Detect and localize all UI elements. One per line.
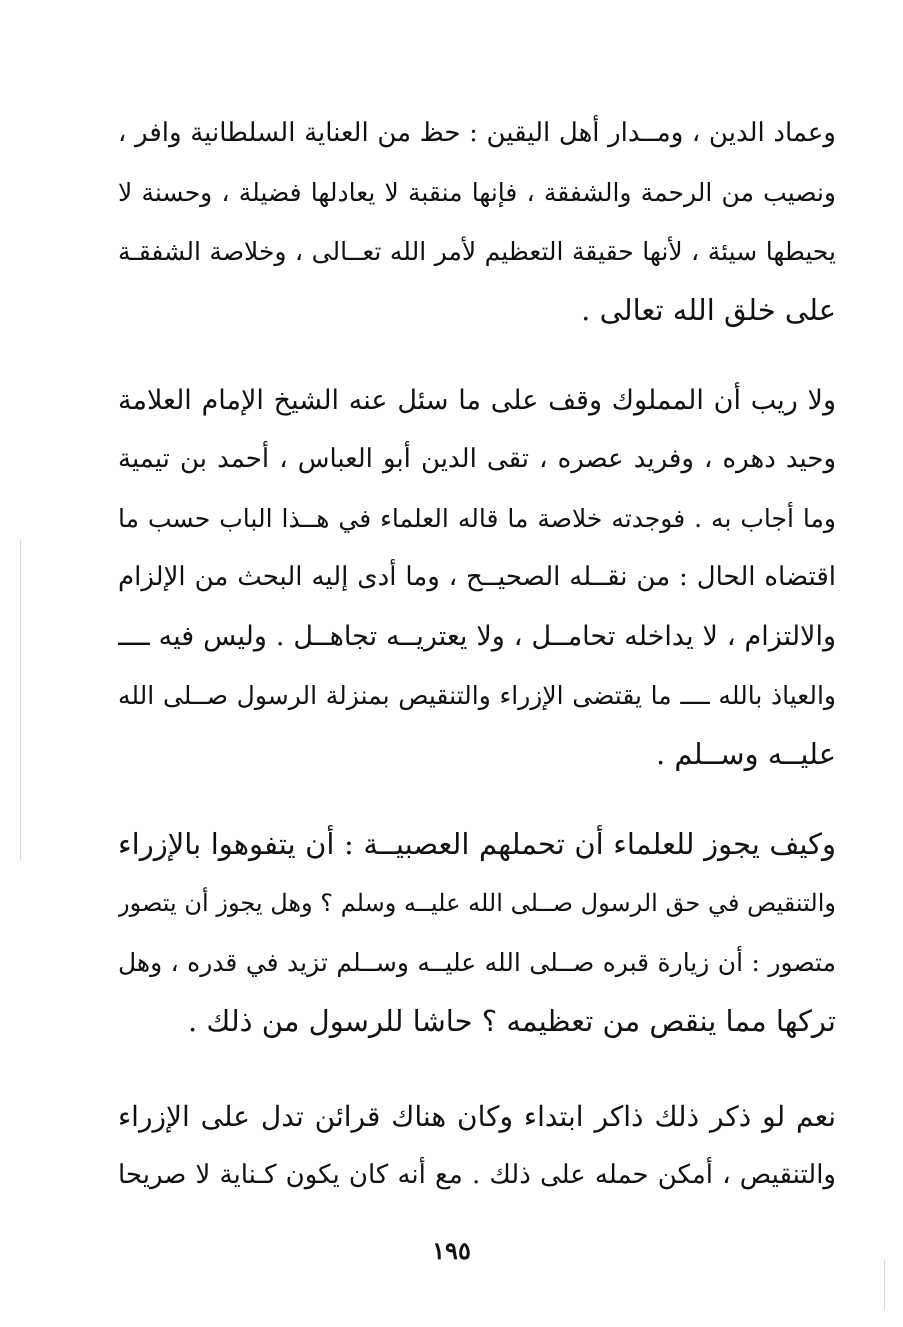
text-line: متصور : أن زيارة قبره صــلى الله عليــه وســلم تزيد في قدره ، وهل [118,948,836,977]
paragraph-3 [118,815,836,1051]
text-line: تركها مما ينقص من تعظيمه ؟ حاشا للرسول من ذلك . [187,1004,836,1038]
text-line: والتنقيص في حق الرسول صــلى الله عليــه وسلم ؟ وهل يجوز أن يتصور [118,889,836,917]
scan-edge-mark [20,540,21,860]
text-line: عليــه وســلم . [655,737,836,771]
paragraph-1 [118,104,836,340]
text-line: وما أجاب به . فوجدته خلاصة ما قاله العلماء في هــذا الباب حسب ما [118,504,836,533]
text-line: وعماد الدين ، ومــدار أهل اليقين : حظ من العناية السلطانية وافر ، [118,118,836,148]
text-line: يحيطها سيئة ، لأنها حقيقة التعظيم لأمر الله تعــالى ، وخلاصة الشفقـة [118,237,836,266]
page-number: ١٩٥ [432,1236,471,1265]
text-line: ونصيب من الرحمة والشفقة ، فإنها منقبة لا يعادلها فضيلة ، وحسنة لا [118,178,836,207]
scan-edge-mark [884,1260,885,1310]
text-line: ولا ريب أن المملوك وقف على ما سئل عنه الشيخ الإمام العلامة [118,385,836,416]
text-line: اقتضاه الحال : من نقــله الصحيــح ، وما أدى إليه البحث من الإلزام [118,562,836,592]
text-line: والعياذ بالله ــــ ما يقتضى الإزراء والتنقيص بمنزلة الرسول صــلى الله [118,681,836,710]
paragraph-2 [118,371,836,784]
text-line: والالتزام ، لا يداخله تحامــل ، ولا يعتريــه تجاهــل . وليس فيه ــــ [118,621,836,652]
text-line: نعم لو ذكر ذلك ذاكر ابتداء وكان هناك قرائن تدل على الإزراء [118,1100,836,1133]
text-line: وحيد دهره ، وفريد عصره ، تقى الدين أبو العباس ، أحمد بن تيمية [118,444,836,474]
text-line: وكيف يجوز للعلماء أن تحملهم العصبيــة : أن يتفوهوا بالإزراء [118,827,836,861]
text-line: والتنقيص ، أمكن حمله على ذلك . مع أنه كان يكون كـناية لا صريحا [118,1160,836,1190]
paragraph-4 [118,1087,836,1205]
text-line: على خلق الله تعالى . [581,293,836,327]
